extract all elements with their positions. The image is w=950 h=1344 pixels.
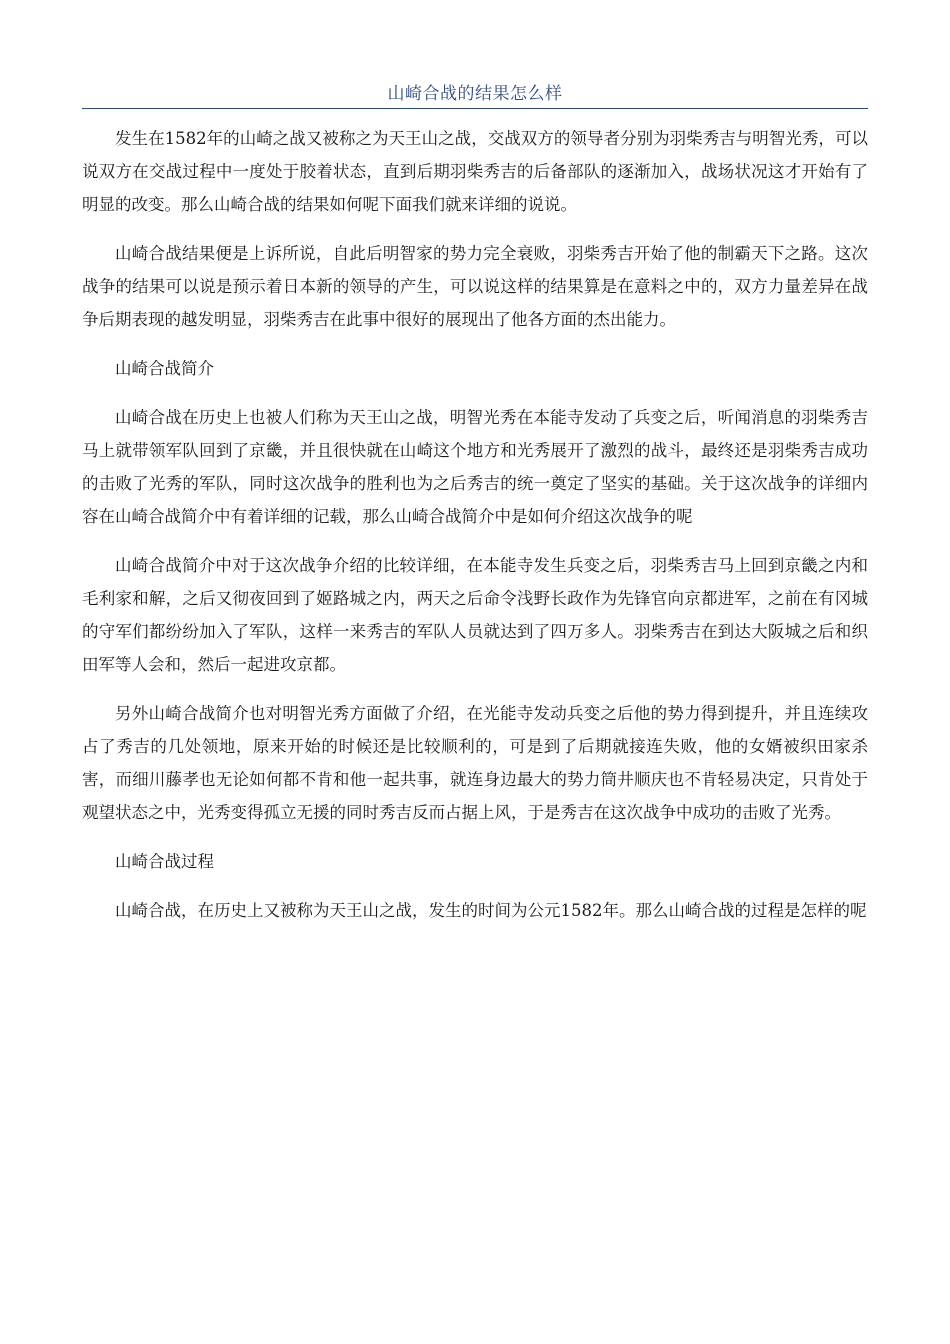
section-heading-process: 山崎合战过程 xyxy=(115,852,214,871)
page-header xyxy=(82,80,868,109)
section-heading-overview: 山崎合战简介 xyxy=(115,359,214,378)
paragraph-mitsuhide: 另外山崎合战简介也对明智光秀方面做了介绍，在光能寺发动兵变之后他的势力得到提升，并且连续攻占了秀吉的几处领地，原来开始的时候还是比较顺利的，可是到了后期就接连失败，他的女婿被织田家杀害，而细川藤孝也无论如何都不肯和他一起共事，就连身边最大的势力筒井顺庆也不肯轻易决定，只肯处于观望状态之中，光秀变得孤立无援的同时秀吉反而占据上风，于是秀吉在这次战争中成功的击败了光秀。 xyxy=(82,704,868,822)
paragraph-hideyoshi: 山崎合战简介中对于这次战争介绍的比较详细，在本能寺发生兵变之后，羽柴秀吉马上回到京畿之内和毛利家和解，之后又彻夜回到了姬路城之内，两天之后命令浅野长政作为先锋官向京都进军，之前在有冈城的守军们都纷纷加入了军队，这样一来秀吉的军队人员就达到了四万多人。羽柴秀吉在到达大阪城之后和织田军等人会和，然后一起进攻京都。 xyxy=(82,556,868,674)
paragraph-intro: 发生在1582年的山崎之战又被称之为天王山之战，交战双方的领导者分别为羽柴秀吉与明智光秀，可以说双方在交战过程中一度处于胶着状态，直到后期羽柴秀吉的后备部队的逐渐加入，战场状况这才开始有了明显的改变。那么山崎合战的结果如何呢下面我们就来详细的说说。 xyxy=(82,129,868,214)
paragraph-overview: 山崎合战在历史上也被人们称为天王山之战，明智光秀在本能寺发动了兵变之后，听闻消息的羽柴秀吉马上就带领军队回到了京畿，并且很快就在山崎这个地方和光秀展开了激烈的战斗，最终还是羽柴秀吉成功的击败了光秀的军队，同时这次战争的胜利也为之后秀吉的统一奠定了坚实的基础。关于这次战争的详细内容在山崎合战简介中有着详细的记载，那么山崎合战简介中是如何介绍这次战争的呢 xyxy=(82,408,868,526)
paragraph-result: 山崎合战结果便是上诉所说，自此后明智家的势力完全衰败，羽柴秀吉开始了他的制霸天下之路。这次战争的结果可以说是预示着日本新的领导的产生，可以说这样的结果算是在意料之中的，双方力量差异在战争后期表现的越发明显，羽柴秀吉在此事中很好的展现出了他各方面的杰出能力。 xyxy=(82,244,868,329)
paragraph-process: 山崎合战，在历史上又被称为天王山之战，发生的时间为公元1582年。那么山崎合战的过程是怎样的呢 xyxy=(115,901,867,920)
page-title: 山崎合战的结果怎么样 xyxy=(387,84,563,104)
document-body xyxy=(82,122,868,943)
